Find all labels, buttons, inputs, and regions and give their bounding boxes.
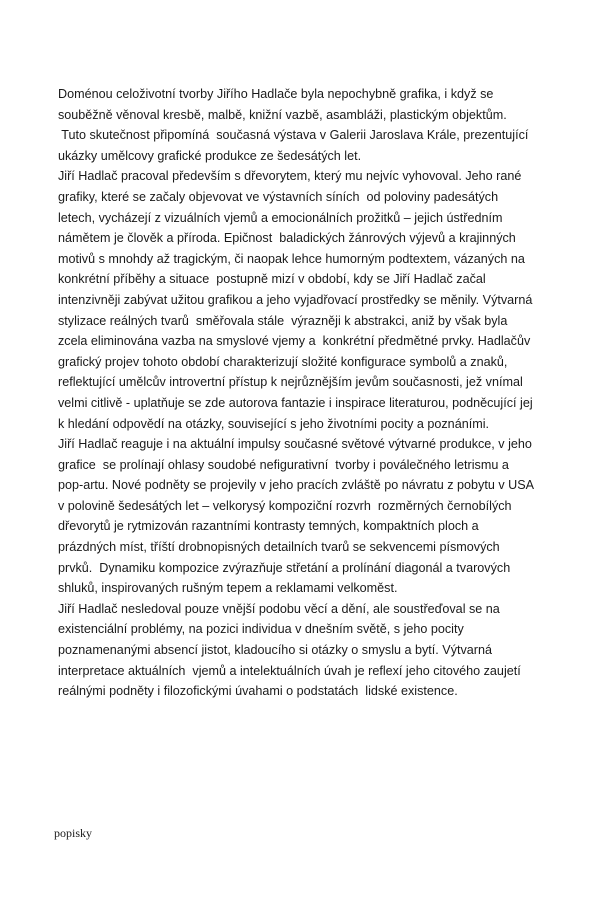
text-line: konkrétní příběhy a situace postupně mizí v období, kdy se Jiří Hadlač začal [58, 272, 486, 287]
text-line: souběžně věnoval kresbě, malbě, knižní vazbě, asambláži, plastickým objektům. [58, 107, 507, 122]
text-line: stylizace reálných tvarů směřovala stále výrazněji k abstrakci, aniž by však byla [58, 313, 508, 328]
text-line: Doménou celoživotní tvorby Jiřího Hadlače byla nepochybně grafika, i když se [58, 87, 494, 101]
text-line: zcela eliminována vazba na smyslové vjemy a konkrétní předmětné prvky. Hadlačův [58, 334, 531, 349]
document-body [58, 84, 568, 702]
text-line: grafický projev tohoto období charakterizují složité konfigurace symbolů a znaků, [58, 354, 508, 369]
text-line: dřevorytů je rytmizován razantními kontrasty temných, kompaktních ploch a [58, 519, 479, 534]
text-line: grafice se prolínají ohlasy soudobé nefigurativní tvorby i poválečného letrismu a [58, 457, 509, 472]
text-line: poznamenanými absencí jistot, kladoucího si otázky o smyslu a bytí. Výtvarná [58, 643, 492, 658]
text-line: pop-artu. Nové podněty se projevily v jeho pracích zvláště po návratu z pobytu v USA [58, 478, 535, 493]
text-line: interpretace aktuálních vjemů a intelektuálních úvah je reflexí jeho citového zaujetí [58, 663, 521, 678]
text-line: Jiří Hadlač nesledoval pouze vnější podobu věcí a dění, ale soustřeďoval se na [58, 601, 500, 616]
text-line: Jiří Hadlač reaguje i na aktuální impulsy současné světové výtvarné produkce, v jeho [58, 437, 532, 452]
text-line: intenzivněji zabývat užitou grafikou a jeho vyjadřovací prostředky se měnily. Výtvarná [58, 292, 533, 307]
text-line: letech, vycházejí z vizuálních vjemů a emocionálních prožitků – jejich ústředním [58, 210, 503, 225]
text-line: reálnými podněty i filozofickými úvahami o podstatách lidské existence. [58, 684, 458, 699]
text-line: ukázky umělcovy grafické produkce ze šedesátých let. [58, 148, 362, 163]
text-line: prázdných míst, tříští drobnopisných detailních tvarů se sekvencemi písmových [58, 540, 500, 555]
text-line: motivů s mnohdy až tragickým, či naopak lehce humorným podtextem, vázaných na [58, 251, 525, 266]
text-line: prvků. Dynamiku kompozice zvýrazňuje střetání a prolínání diagonál a tvarových [58, 560, 511, 575]
text-line: Tuto skutečnost připomíná současná výstava v Galerii Jaroslava Krále, prezentující [58, 128, 529, 143]
text-line: velmi citlivě - uplatňuje se zde autorova fantazie i inspirace literaturou, podněcující jej [58, 395, 533, 410]
text-line: existenciální problémy, na pozici individua v dnešním světě, s jeho pocity [58, 622, 464, 637]
footer-note: popisky [54, 826, 93, 840]
text-line: shluků, inspirovaných rušným tepem a reklamami velkoměst. [58, 581, 398, 596]
text-line: grafiky, které se začaly objevovat ve výstavních síních od poloviny padesátých [58, 189, 499, 204]
text-line: reflektující umělcův introvertní přístup k nejrůznějším jevům současnosti, jež vnímal [58, 375, 523, 390]
text-line: námětem je člověk a příroda. Epičnost baladických žánrových výjevů a krajinných [58, 231, 516, 246]
text-line: k hledání odpovědí na otázky, související s jeho životními pocity a poznáními. [58, 416, 489, 431]
text-line: v polovině šedesátých let – velkorysý kompoziční rozvrh rozměrných černobílých [58, 498, 512, 513]
text-line: Jiří Hadlač pracoval především s dřevorytem, který mu nejvíc vyhovoval. Jeho rané [58, 169, 522, 184]
